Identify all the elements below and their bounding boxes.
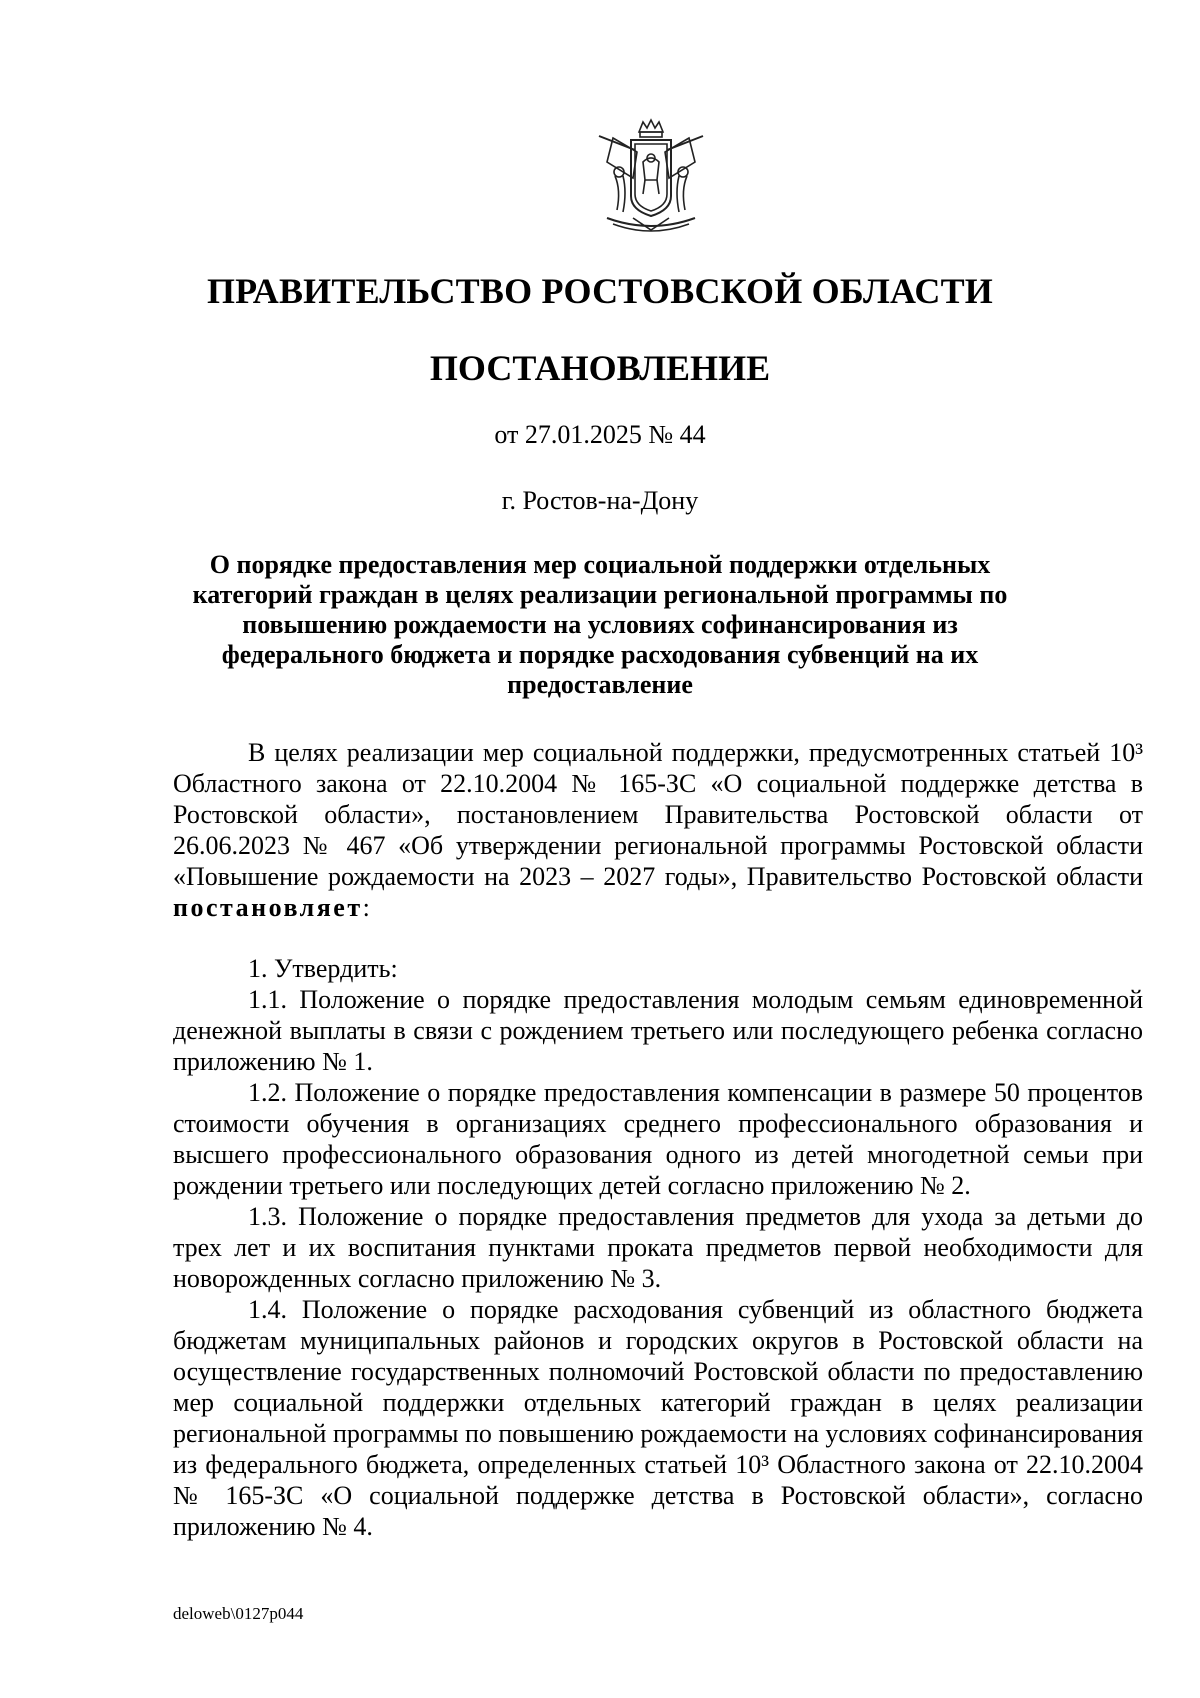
document-title: О порядке предоставления мер социальной поддержки отдельных категорий граждан в целях реализации региональной программы по повышению рождаемости на условиях софинансирования из федерального бюджета и порядке расходования субвенций на их предоставление (192, 550, 1008, 699)
organization-title: ПРАВИТЕЛЬСТВО РОСТОВСКОЙ ОБЛАСТИ (206, 271, 994, 311)
item-1-4: 1.4. Положение о порядке расходования субвенций из областного бюджета бюджетам муниципальных районов и городских округов в Ростовской области на осуществление государственных полномочий Ростовской области по предоставлению мер социальной поддержки отдельных категорий граждан в целях реализации региональной программы по повышению рождаемости на условиях софинансирования из федерального бюджета, определенных статьей 10³ Областного закона от 22.10.2004 № 165-ЗС «О социальной поддержке детства в Ростовской области», согласно приложению № 4. (173, 1295, 1143, 1541)
item-1-3: 1.3. Положение о порядке предоставления предметов для ухода за детьми до трех лет и их воспитания пунктами проката предметов первой необходимости для новорожденных согласно приложению № 3. (173, 1202, 1143, 1293)
file-code: deloweb\0127p044 (173, 1604, 304, 1623)
preamble-suffix: : (362, 893, 370, 922)
item-1: 1. Утвердить: (248, 954, 398, 983)
document-type: ПОСТАНОВЛЕНИЕ (429, 348, 771, 388)
document-city: г. Ростов-на-Дону (501, 486, 699, 515)
preamble-paragraph (173, 737, 1143, 923)
document-body (173, 737, 1143, 1542)
item-1-1: 1.1. Положение о порядке предоставления молодым семьям единовременной денежной выплаты в связи с рождением третьего или последующего ребенка согласно приложению № 1. (173, 985, 1143, 1076)
document-number: от 27.01.2025 № 44 (494, 420, 706, 449)
item-1-2: 1.2. Положение о порядке предоставления компенсации в размере 50 процентов стоимости обучения в организациях среднего профессионального образования и высшего профессионального образования одного из детей многодетной семьи при рождении третьего или последующих детей согласно приложению № 2. (173, 1078, 1143, 1200)
coat-of-arms-icon (593, 118, 709, 240)
preamble-text: В целях реализации мер социальной поддержки, предусмотренных статьей 10³ Областного закона от 22.10.2004 № 165-ЗС «О социальной поддержке детства в Ростовской области», постановлением Правительства Ростовской области от 26.06.2023 № 467 «Об утверждении региональной программы Ростовской области «Повышение рождаемости на 2023 – 2027 годы», Правительство Ростовской области (173, 738, 1143, 891)
preamble-keyword: постановляет (173, 893, 363, 922)
